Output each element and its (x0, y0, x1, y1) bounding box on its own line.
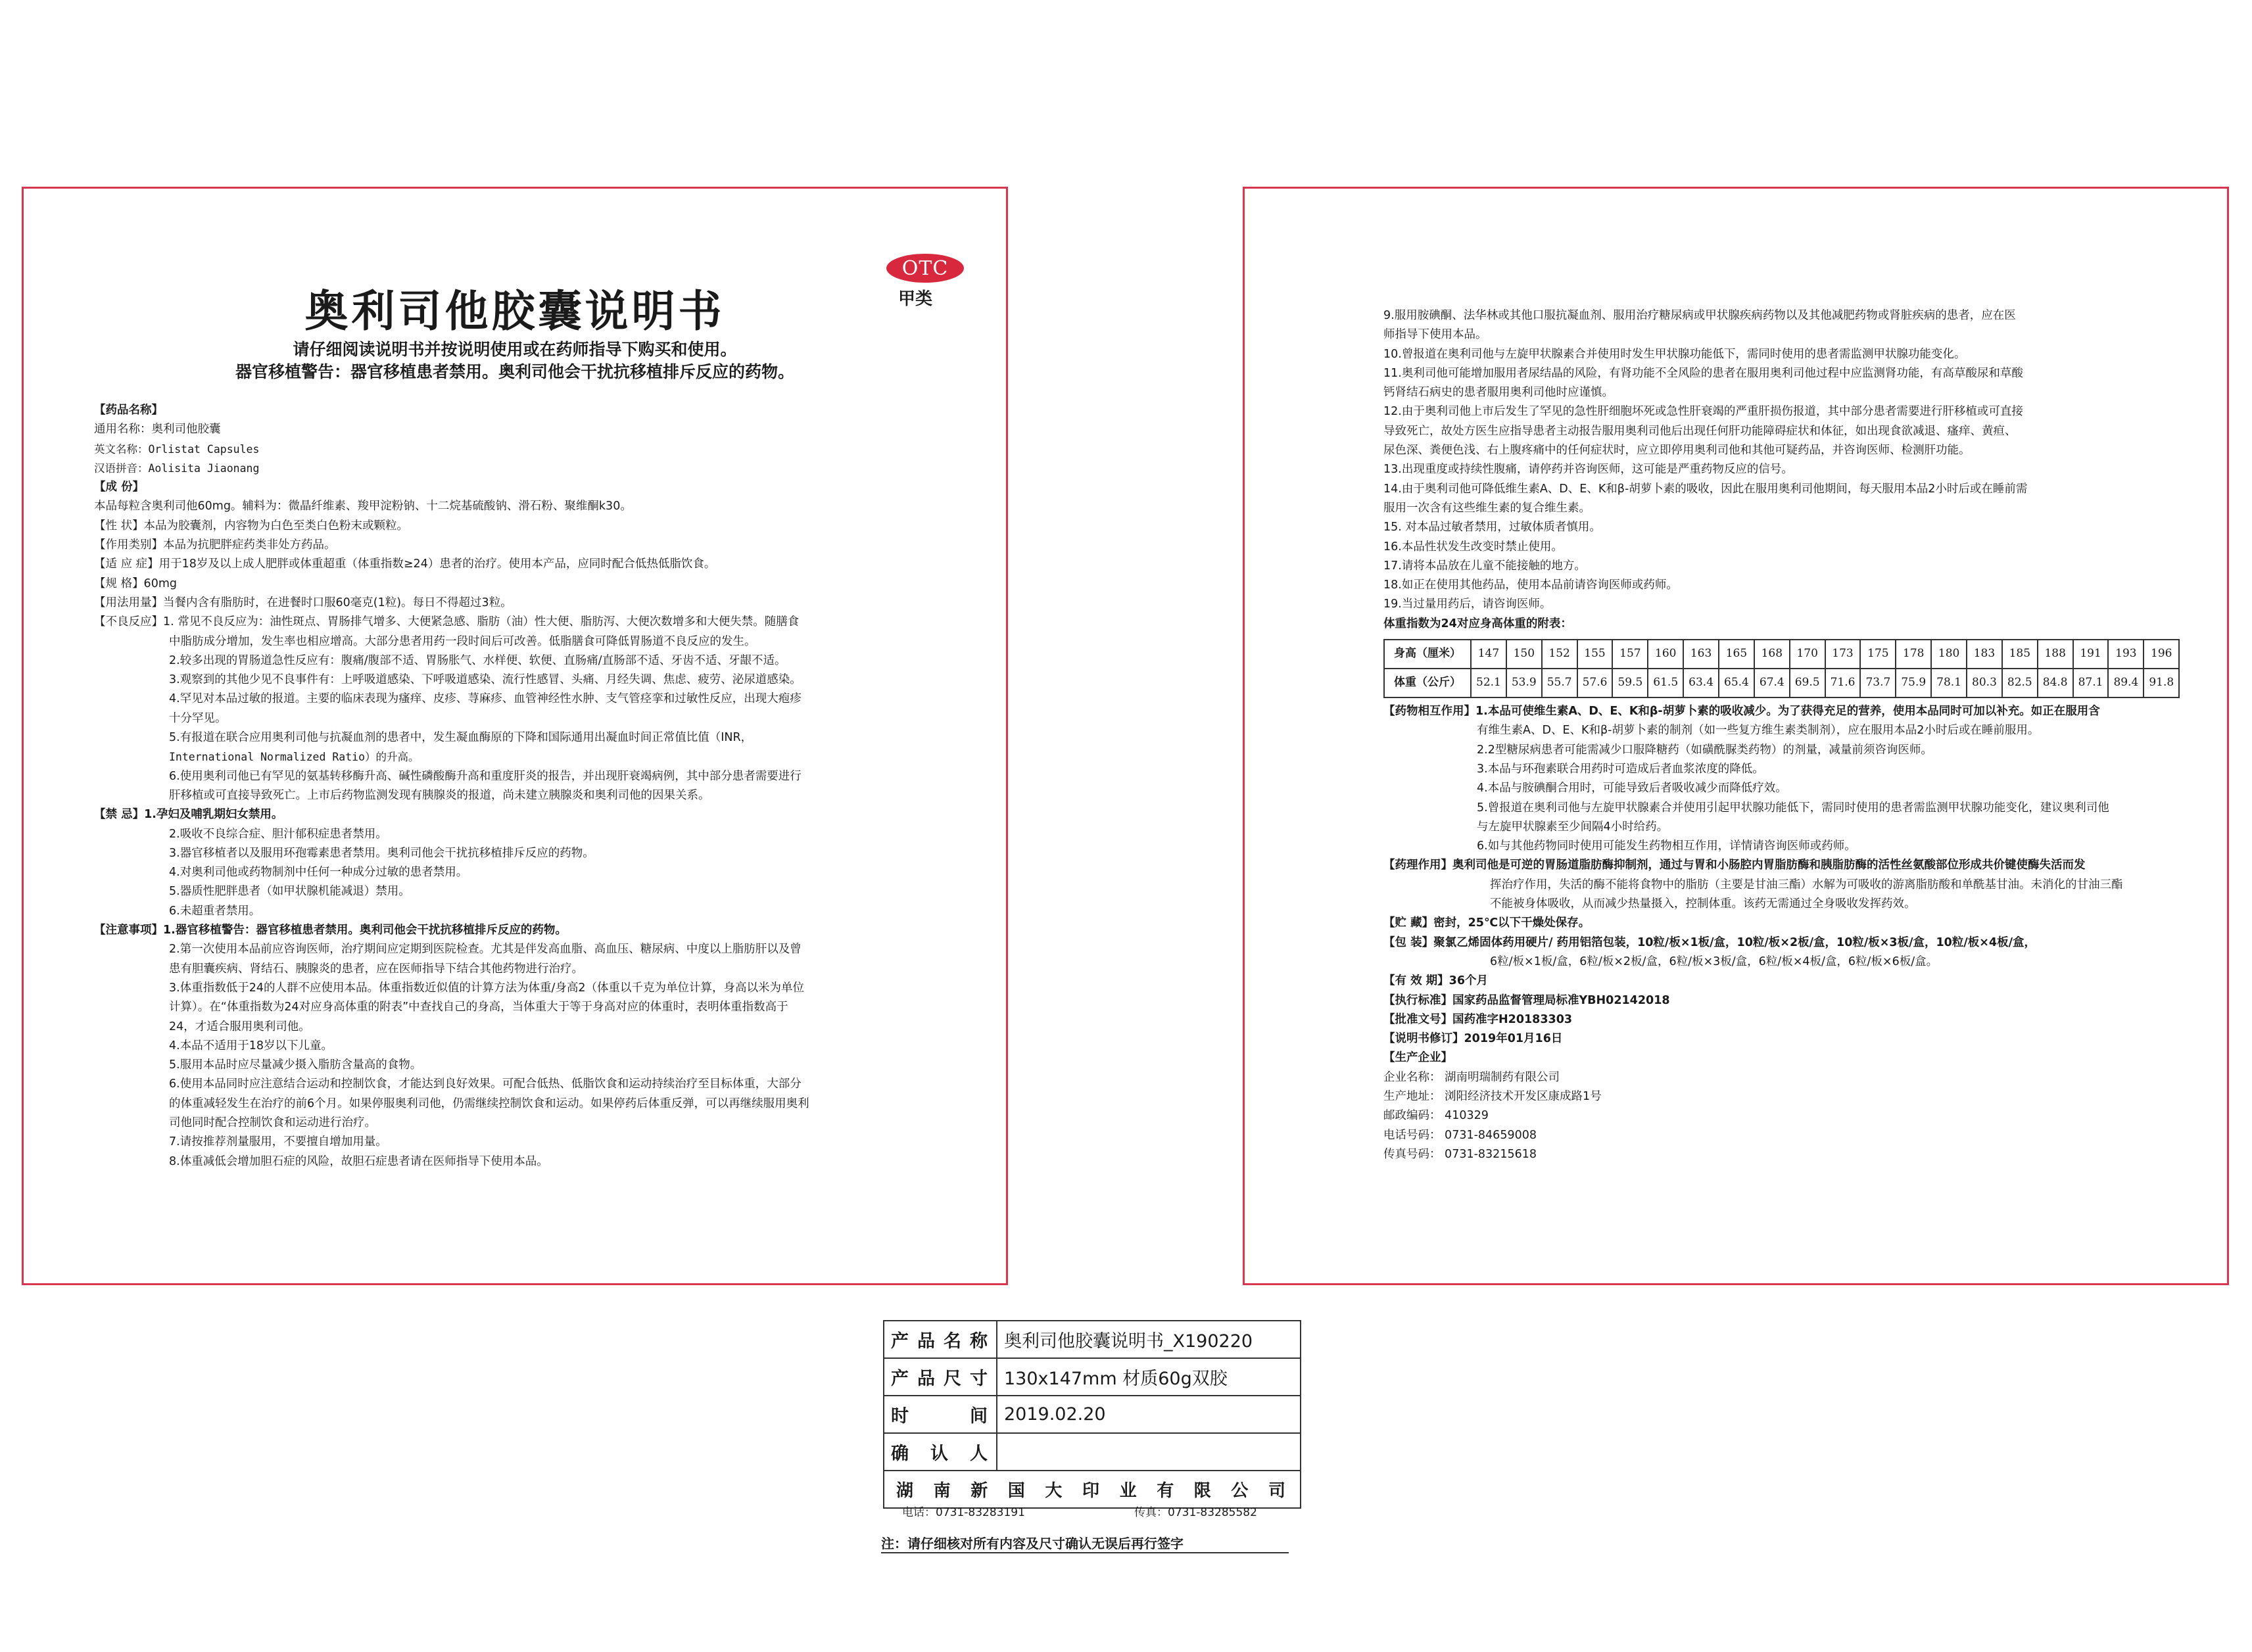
height-cell: 170 (1790, 640, 1825, 669)
otc-category: 甲类 (898, 289, 933, 309)
text-line: 24，才适合服用奥利司他。 (169, 1020, 310, 1033)
height-cell: 183 (1967, 640, 2002, 669)
height-cell: 152 (1542, 640, 1577, 669)
height-cell: 155 (1577, 640, 1613, 669)
height-cell: 168 (1754, 640, 1790, 669)
text-line: 【说明书修订】2019年01月16日 (1383, 1032, 1563, 1046)
weight-cell: 61.5 (1648, 669, 1683, 697)
text-line: 本品每粒含奥利司他60mg。辅料为：微晶纤维素、羧甲淀粉钠、十二烷基硫酸钠、滑石粉、聚维酮k30。 (94, 500, 632, 513)
text-line: 6粒/板×1板/盒，6粒/板×2板/盒，6粒/板×3板/盒，6粒/板×4板/盒，6粒/板×6板/盒。 (1490, 955, 1938, 968)
text-line: 司他同时配合控制饮食和运动进行治疗。 (169, 1116, 376, 1129)
text-line: 【成 份】 (94, 481, 145, 494)
product-name-label: 产品名称 (884, 1321, 997, 1358)
text-line: 中脂肪成分增加，发生率也相应增高。大部分患者用药一段时间后可改善。低脂膳食可降低胃肠道不良反应的发生。 (169, 634, 756, 648)
text-line: 患有胆囊疾病、肾结石、胰腺炎的患者，应在医师指导下结合其他药物进行治疗。 (169, 962, 583, 976)
text-line: 19.当过量用药后，请咨询医师。 (1383, 598, 1552, 611)
text-line: 18.如正在使用其他药品，使用本品前请咨询医师或药师。 (1383, 578, 1678, 592)
text-line: 【有 效 期】36个月 (1383, 974, 1489, 988)
text-line: 16.本品性状发生改变时禁止使用。 (1383, 540, 1563, 554)
text-line: 【执行标准】国家药品监督管理局标准YBH02142018 (1383, 993, 1670, 1007)
text-line: 3.器官移植者以及服用环孢霉素患者禁用。奥利司他会干扰抗移植排斥反应的药物。 (169, 846, 594, 860)
text-line: 13.出现重度或持续性腹痛，请停药并咨询医师，这可能是严重药物反应的信号。 (1383, 463, 1793, 477)
text-line: 电话号码： 0731-84659008 (1383, 1128, 1537, 1142)
weight-cell: 55.7 (1542, 669, 1577, 697)
text-line: 5.服用本品时应尽量减少摄入脂肪含量高的食物。 (169, 1058, 422, 1072)
text-line: 6.未超重者禁用。 (169, 904, 261, 918)
text-line: 2.吸收不良综合症、胆汁郁积症患者禁用。 (169, 827, 387, 841)
text-line: 6.使用奥利司他已有罕见的氨基转移酶升高、碱性磷酸酶升高和重度肝炎的报告，并出现肝衰竭病例，其中部分患者需要进行 (169, 769, 802, 783)
interactions-and-info (1383, 702, 2159, 1164)
otc-badge: OTC (886, 254, 964, 283)
height-cell: 191 (2073, 640, 2109, 669)
height-cell: 193 (2108, 640, 2144, 669)
text-line: 2.2型糖尿病患者可能需减少口服降糖药（如磺酰脲类药物）的剂量，减量前须咨询医师。 (1477, 743, 1932, 757)
text-line: 汉语拼音：Aolisita Jiaonang (94, 461, 260, 475)
weight-cell: 73.7 (1860, 669, 1896, 697)
weight-cell: 78.1 (1931, 669, 1967, 697)
time-value: 2019.02.20 (997, 1396, 1301, 1433)
text-line: 17.请将本品放在儿童不能接触的地方。 (1383, 559, 1586, 573)
height-cell: 175 (1860, 640, 1896, 669)
height-cell: 160 (1648, 640, 1683, 669)
weight-cell: 71.6 (1825, 669, 1861, 697)
text-line: 【适 应 症】用于18岁及以上成人肥胖或体重超重（体重指数≥24）患者的治疗。使用本产品，应同时配合低热低脂饮食。 (94, 557, 716, 571)
weight-cell: 52.1 (1471, 669, 1506, 697)
height-cell: 157 (1612, 640, 1648, 669)
height-row (1384, 640, 2179, 669)
text-line: 【药物相互作用】1.本品可使维生素A、D、E、K和β-胡萝卜素的吸收减少。为了获得充足的营养，使用本品同时可加以补充。如正在服用含 (1383, 705, 2100, 719)
product-size-label: 产品尺寸 (884, 1358, 997, 1396)
footnote: 注：请仔细核对所有内容及尺寸确认无误后再行签字 (881, 1536, 1184, 1551)
weight-cell: 57.6 (1577, 669, 1613, 697)
text-line: 【规 格】60mg (94, 577, 177, 590)
text-line: 【批准文号】国药准字H20183303 (1383, 1012, 1573, 1026)
weight-row-label: 体重（公斤） (1384, 669, 1471, 697)
height-cell: 196 (2144, 640, 2179, 669)
text-line: 12.由于奥利司他上市后发生了罕见的急性肝细胞坏死或急性肝衰竭的严重肝损伤报道，其中部分患者需要进行肝移植或可直接 (1383, 405, 2023, 419)
weight-cell: 87.1 (2073, 669, 2109, 697)
text-line: 11.奥利司他可能增加服用者尿结晶的风险，有肾功能不全风险的患者在服用奥利司他过程中应监测肾功能，有高草酸尿和草酸 (1383, 366, 2023, 380)
weight-cell: 75.9 (1896, 669, 1931, 697)
weight-cell: 59.5 (1612, 669, 1648, 697)
text-line: 【药品名称】 (94, 404, 163, 417)
text-line: 企业名称： 湖南明瑞制药有限公司 (1383, 1070, 1560, 1084)
text-line: 计算）。在“体重指数为24对应身高体重的附表”中查找自己的身高，当体重大于等于身高对应的体重时，表明体重指数高于 (169, 1001, 788, 1014)
text-line: 通用名称：奥利司他胶囊 (94, 423, 221, 437)
text-line: 生产地址： 浏阳经济技术开发区康成路1号 (1383, 1089, 1602, 1103)
weight-row (1384, 669, 2179, 697)
confirm-person-label: 确认人 (884, 1433, 997, 1471)
height-table-caption: 体重指数为24对应身高体重的附表： (1383, 617, 1572, 630)
printing-company: 湖南新国大印业有限公司 (884, 1471, 1301, 1508)
company-fax: 传真：0731-83285582 (1134, 1506, 1257, 1519)
text-line: 肝移植或可直接导致死亡。上市后药物监测发现有胰腺炎的报道，尚未建立胰腺炎和奥利司他的因果关系。 (169, 788, 710, 802)
height-cell: 173 (1825, 640, 1861, 669)
confirm-person-value[interactable] (997, 1433, 1301, 1471)
text-line: 与左旋甲状腺素至少间隔4小时给药。 (1477, 820, 1669, 834)
text-line: 6.使用本品同时应注意结合运动和控制饮食，才能达到良好效果。可配合低热、低脂饮食和运动持续治疗至目标体重，大部分 (169, 1077, 802, 1091)
text-line: 5.器质性肥胖患者（如甲状腺机能减退）禁用。 (169, 885, 410, 899)
text-line: 8.体重减低会增加胆石症的风险，故胆石症患者请在医师指导下使用本品。 (169, 1154, 548, 1168)
text-line: 不能被身体吸收，从而减少热量摄入，控制体重。该药无需通过全身吸收发挥药效。 (1490, 897, 1916, 911)
text-line: 【禁 忌】1.孕妇及哺乳期妇女禁用。 (94, 808, 283, 822)
weight-cell: 65.4 (1719, 669, 1754, 697)
left-body-text (94, 401, 936, 1171)
height-cell: 188 (2038, 640, 2073, 669)
text-line: 9.服用胺碘酮、法华林或其他口服抗凝血剂、服用治疗糖尿病或甲状腺疾病药物以及其他减肥药物或肾脏疾病的患者，应在医 (1383, 309, 2016, 322)
text-line: 的体重减轻发生在治疗的前6个月。如果停服奥利司他，仍需继续控制饮食和运动。如果停药后体重反弹，可以再继续服用奥利 (169, 1097, 809, 1110)
company-phone: 电话：0731-83283191 (902, 1506, 1025, 1519)
time-label: 时 间 (884, 1396, 997, 1433)
text-line: 3.体重指数低于24的人群不应使用本品。体重指数近似值的计算方法为体重/身高2（体重以千克为单位计算，身高以米为单位 (169, 981, 804, 995)
text-line: 2.较多出现的胃肠道急性反应有：腹痛/腹部不适、胃肠胀气、水样便、软便、直肠痛/直肠部不适、牙齿不适、牙龈不适。 (169, 653, 786, 667)
height-cell: 178 (1896, 640, 1931, 669)
document-title: 奥利司他胶囊说明书 (304, 286, 725, 337)
height-weight-table (1383, 639, 2180, 698)
text-line: 师指导下使用本品。 (1383, 328, 1487, 342)
text-line: 【生产企业】 (1383, 1051, 1452, 1065)
text-line: 【贮 藏】密封，25℃以下干燥处保存。 (1383, 916, 1591, 930)
text-line: 有维生素A、D、E、K和β-胡萝卜素的制剂（如一些复方维生素类制剂），应在服用本品2小时后或在睡前服用。 (1477, 724, 2040, 738)
text-line: 【用法用量】当餐内含有脂肪时，在进餐时口服60毫克(1粒)。每日不得超过3粒。 (94, 596, 512, 609)
text-line: 10.曾报道在奥利司他与左旋甲状腺素合并使用时发生甲状腺功能低下，需同时使用的患者需监测甲状腺功能变化。 (1383, 347, 1966, 361)
text-line: 【药理作用】奥利司他是可逆的胃肠道脂肪酶抑制剂，通过与胃和小肠腔内胃脂肪酶和胰脂肪酶的活性丝氨酸部位形成共价键使酶失活而发 (1383, 859, 2086, 872)
product-name-value: 奥利司他胶囊说明书_X190220 (997, 1321, 1301, 1358)
product-size-value: 130x147mm 材质60g双胶 (997, 1358, 1301, 1396)
weight-cell: 82.5 (2002, 669, 2038, 697)
text-line: 6.如与其他药物同时使用可能发生药物相互作用，详情请咨询医师或药师。 (1477, 839, 1856, 853)
text-line: 【注意事项】1.器官移植警告：器官移植患者禁用。奥利司他会干扰抗移植排斥反应的药物。 (94, 924, 567, 937)
weight-cell: 80.3 (1967, 669, 2002, 697)
height-cell: 165 (1719, 640, 1754, 669)
weight-cell: 84.8 (2038, 669, 2073, 697)
text-line: 14.由于奥利司他可降低维生素A、D、E、K和β-胡萝卜素的吸收，因此在服用奥利司他期间，每天服用本品2小时后或在睡前需 (1383, 482, 2028, 496)
height-cell: 185 (2002, 640, 2038, 669)
text-line: 挥治疗作用，失活的酶不能将食物中的脂肪（主要是甘油三酯）水解为可吸收的游离脂肪酸和单酰基甘油。未消化的甘油三酯 (1490, 878, 2123, 891)
text-line: 4.对奥利司他或药物制剂中任何一种成分过敏的患者禁用。 (169, 866, 468, 880)
text-line: 4.罕见对本品过敏的报道。主要的临床表现为瘙痒、皮疹、荨麻疹、血管神经性水肿、支气管痉挛和过敏性反应，出现大疱疹 (169, 692, 802, 706)
weight-cell: 91.8 (2144, 669, 2179, 697)
text-line: 7.请按推荐剂量服用，不要擅自增加用量。 (169, 1135, 387, 1149)
text-line: 导致死亡，故处方医生应指导患者主动报告服用奥利司他后出现任何肝功能障碍症状和体征，如出现食欲减退、瘙痒、黄疸、 (1383, 424, 2017, 438)
text-line: 5.有报道在联合应用奥利司他与抗凝血剂的患者中，发生凝血酶原的下降和国际通用出凝血时间正常值比值（INR， (169, 731, 753, 745)
text-line: 钙肾结石病史的患者服用奥利司他时应谨慎。 (1383, 386, 1614, 400)
weight-cell: 63.4 (1683, 669, 1719, 697)
weight-cell: 53.9 (1506, 669, 1542, 697)
text-line: 4.本品不适用于18岁以下儿童。 (169, 1039, 333, 1052)
text-line: 【包 装】聚氯乙烯固体药用硬片/ 药用铝箔包装，10粒/板×1板/盒，10粒/板×2板/盒，10粒/板×3板/盒，10粒/板×4板/盒， (1383, 935, 2036, 949)
precautions-continued (1383, 306, 2159, 615)
text-line: 英文名称：Orlistat Capsules (94, 442, 260, 456)
footnote-underline (881, 1552, 1289, 1553)
reading-notice: 请仔细阅读说明书并按说明使用或在药师指导下购买和使用。 (293, 340, 737, 359)
text-line: 尿色深、粪便色浅、右上腹疼痛中的任何症状时，应立即停用奥利司他和其他可疑药品，并咨询医师、检测肝功能。 (1383, 444, 1971, 458)
height-row-label: 身高（厘米） (1384, 640, 1471, 669)
text-line: 【作用类别】本品为抗肥胖症药类非处方药品。 (94, 538, 336, 552)
height-cell: 150 (1506, 640, 1542, 669)
weight-cell: 69.5 (1790, 669, 1825, 697)
weight-cell: 67.4 (1754, 669, 1790, 697)
text-line: International Normalized Ratio）的升高。 (169, 751, 419, 764)
right-body-text (1383, 306, 2174, 1164)
text-line: 2.第一次使用本品前应咨询医师，治疗期间应定期到医院检查。尤其是伴发高血脂、高血压、糖尿病、中度以上脂肪肝以及曾 (169, 943, 802, 956)
text-line: 服用一次含有这些维生素的复合维生素。 (1383, 501, 1591, 515)
height-cell: 180 (1931, 640, 1967, 669)
text-line: 十分罕见。 (169, 711, 227, 725)
text-line: 4.本品与胺碘酮合用时，可能导致后者吸收减少而降低疗效。 (1477, 782, 1787, 795)
text-line: 5.曾报道在奥利司他与左旋甲状腺素合并使用引起甲状腺功能低下，需同时使用的患者需监测甲状腺功能变化，建议奥利司他 (1477, 801, 2109, 814)
transplant-warning: 器官移植警告：器官移植患者禁用。奥利司他会干扰抗移植排斥反应的药物。 (235, 362, 794, 381)
text-line: 邮政编码： 410329 (1383, 1109, 1489, 1123)
confirmation-table (883, 1320, 1301, 1509)
text-line: 3.本品与环孢素联合用药时可造成后者血浆浓度的降低。 (1477, 762, 1764, 776)
text-line: 【性 状】本品为胶囊剂，内容物为白色至类白色粉末或颗粒。 (94, 519, 409, 532)
height-cell: 163 (1683, 640, 1719, 669)
weight-cell: 89.4 (2108, 669, 2144, 697)
text-line: 【不良反应】1. 常见不良反应为：油性斑点、胃肠排气增多、大便紧急感、脂肪（油）性大便、脂肪泻、大便次数增多和大便失禁。随膳食 (94, 615, 800, 629)
text-line: 3.观察到的其他少见不良事件有：上呼吸道感染、下呼吸道感染、流行性感冒、头痛、月经失调、焦虑、疲劳、泌尿道感染。 (169, 673, 802, 687)
text-line: 15. 对本品过敏者禁用，过敏体质者慎用。 (1383, 521, 1601, 534)
text-line: 传真号码： 0731-83215618 (1383, 1147, 1537, 1161)
height-cell: 147 (1471, 640, 1506, 669)
